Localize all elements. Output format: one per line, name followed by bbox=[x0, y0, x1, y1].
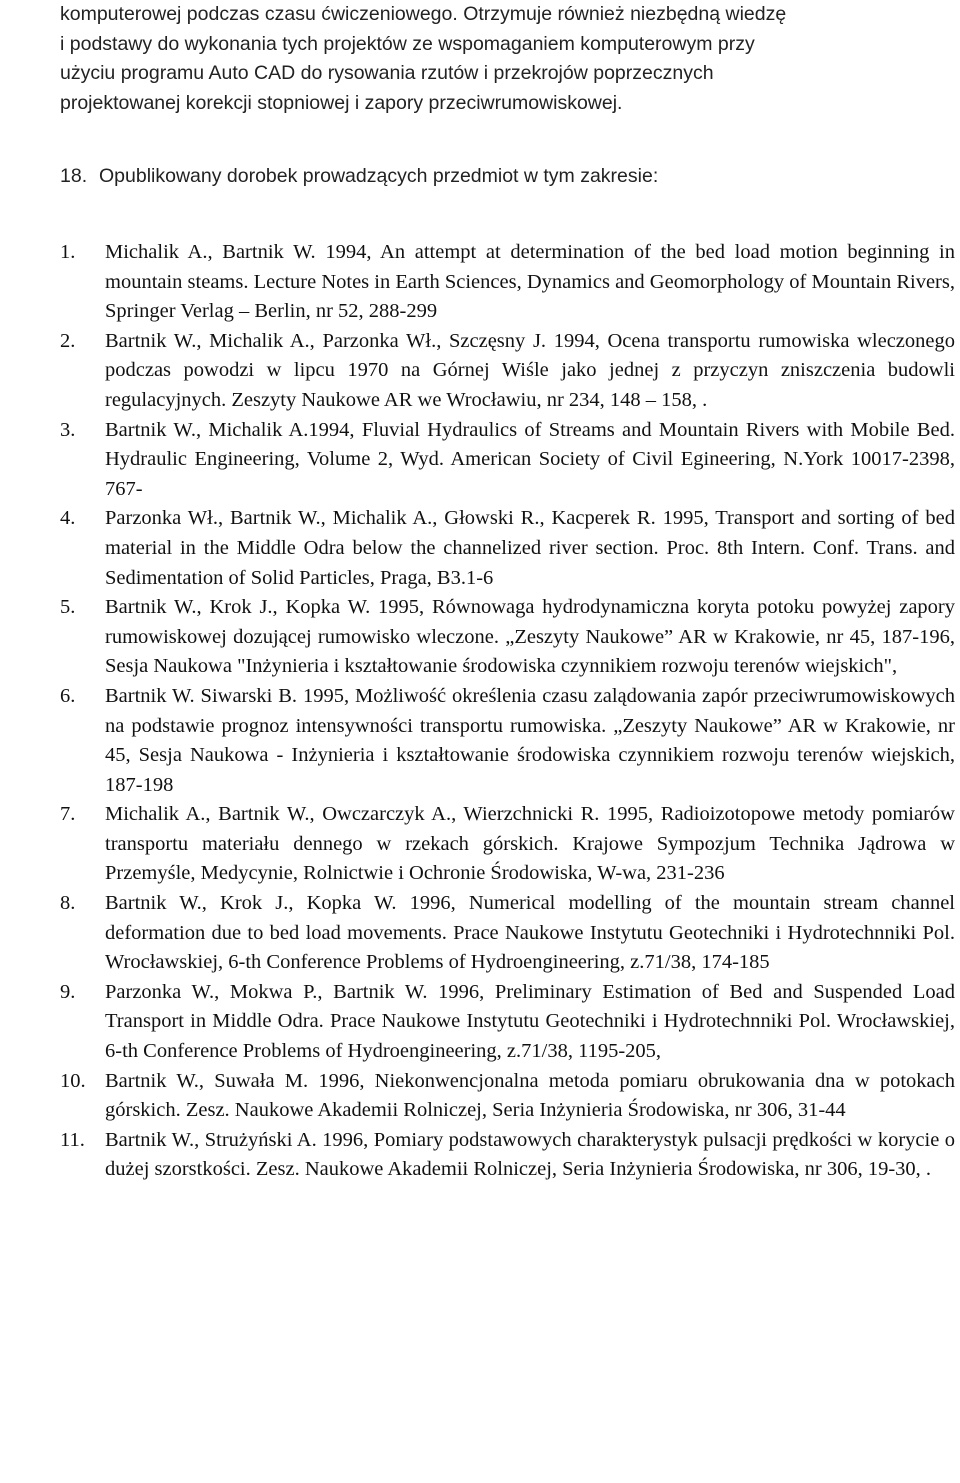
reference-text: Bartnik W., Krok J., Kopka W. 1996, Numerical modelling of the mountain stream channel deformation due to bed load movements. Prace Naukowe Instytutu Geotechniki i Hydrotechnniki Pol. Wrocławskiej, 6-th Conference Problems of Hydroengineering, z.71/38, 174-185 bbox=[105, 892, 955, 974]
reference-number: 10. bbox=[60, 1069, 86, 1092]
section-number: 18. bbox=[60, 165, 88, 187]
intro-line: komputerowej podczas czasu ćwiczeniowego. Otrzymuje również niezbędną wiedzę bbox=[60, 3, 787, 25]
reference-item bbox=[60, 978, 955, 1067]
reference-item bbox=[60, 593, 955, 682]
reference-item bbox=[60, 504, 955, 593]
section-heading bbox=[60, 162, 658, 192]
reference-item bbox=[60, 238, 955, 327]
reference-text: Bartnik W., Suwała M. 1996, Niekonwencjonalna metoda pomiaru obrukowania dna w potokach górskich. Zesz. Naukowe Akademii Rolniczej, Seria Inżynieria Środowiska, nr 306, 31-44 bbox=[105, 1069, 955, 1122]
reference-text: Bartnik W. Siwarski B. 1995, Możliwość określenia czasu zalądowania zapór przeciwrumowiskowych na podstawie prognoz intensywności transportu rumowiska. „Zeszyty Naukowe” AR w Krakowie, nr 45, Sesja Naukowa - Inżynieria i kształtowanie środowiska czynnikiem rozwoju terenów wiejskich, 187-198 bbox=[105, 684, 955, 796]
reference-item bbox=[60, 682, 955, 800]
section-title: Opublikowany dorobek prowadzących przedmiot w tym zakresie: bbox=[99, 165, 659, 187]
reference-number: 9. bbox=[60, 980, 76, 1003]
reference-number: 4. bbox=[60, 507, 76, 530]
intro-line: użyciu programu Auto CAD do rysowania rzutów i przekrojów poprzecznych bbox=[60, 62, 714, 85]
reference-text: Parzonka W., Mokwa P., Bartnik W. 1996, Preliminary Estimation of Bed and Suspended Load Transport in Middle Odra. Prace Naukowe Instytutu Geotechniki i Hydrotechnniki Pol. Wrocławskiej, 6-th Conference Problems of Hydroengineering, z.71/38, 1195-205, bbox=[105, 980, 955, 1063]
intro-paragraph bbox=[60, 0, 955, 118]
reference-item bbox=[60, 800, 955, 889]
reference-number: 8. bbox=[60, 892, 76, 915]
reference-number: 5. bbox=[60, 596, 76, 619]
reference-item bbox=[60, 1126, 955, 1185]
reference-item bbox=[60, 416, 955, 505]
reference-text: Bartnik W., Strużyński A. 1996, Pomiary podstawowych charakterystyk pulsacji prędkości w korycie o dużej szorstkości. Zesz. Naukowe Akademii Rolniczej, Seria Inżynieria Środowiska, nr 306, 19-30, . bbox=[105, 1128, 955, 1181]
reference-number: 6. bbox=[60, 684, 76, 707]
reference-number: 7. bbox=[60, 803, 76, 826]
reference-number: 3. bbox=[60, 418, 76, 441]
reference-text: Michalik A., Bartnik W. 1994, An attempt at determination of the bed load motion beginning in mountain steams. Lecture Notes in Earth Sciences, Dynamics and Geomorphology of Mountain Rivers, Springer Verlag – Berlin, nr 52, 288-299 bbox=[105, 241, 955, 323]
intro-line: i podstawy do wykonania tych projektów ze wspomaganiem komputerowym przy bbox=[60, 32, 755, 55]
reference-item bbox=[60, 1067, 955, 1126]
reference-item bbox=[60, 327, 955, 416]
reference-text: Bartnik W., Michalik A.1994, Fluvial Hydraulics of Streams and Mountain Rivers with Mobile Bed. Hydraulic Engineering, Volume 2, Wyd. American Society of Civil Egineering, N.York 10017-2398, 767- bbox=[105, 418, 955, 500]
reference-number: 11. bbox=[60, 1128, 85, 1151]
reference-number: 1. bbox=[60, 241, 76, 263]
reference-number: 2. bbox=[60, 329, 76, 352]
reference-text: Bartnik W., Krok J., Kopka W. 1995, Równowaga hydrodynamiczna koryta potoku powyżej zapory rumowiskowej dozującej rumowisko wleczone. „Zeszyty Naukowe” AR w Krakowie, nr 45, 187-196, Sesja Naukowa "Inżynieria i kształtowanie środowiska czynnikiem rozwoju terenów wiejskich", bbox=[105, 596, 955, 678]
reference-list bbox=[60, 238, 955, 1185]
reference-text: Parzonka Wł., Bartnik W., Michalik A., Głowski R., Kacperek R. 1995, Transport and sorting of bed material in the Middle Odra below the channelized river section. Proc. 8th Intern. Conf. Trans. and Sedimentation of Solid Particles, Praga, B3.1-6 bbox=[105, 507, 955, 589]
reference-item bbox=[60, 889, 955, 978]
reference-text: Bartnik W., Michalik A., Parzonka Wł., Szczęsny J. 1994, Ocena transportu rumowiska wleczonego podczas powodzi w lipcu 1970 na Górnej Wiśle jako jednej z przyczyn zniszczenia budowli regulacyjnych. Zeszyty Naukowe AR we Wrocławiu, nr 234, 148 – 158, . bbox=[105, 329, 955, 411]
reference-text: Michalik A., Bartnik W., Owczarczyk A., Wierzchnicki R. 1995, Radioizotopowe metody pomiarów transportu materiału dennego w rzekach górskich. Krajowe Sympozjum Technika Jądrowa w Przemyśle, Medycynie, Rolnictwie i Ochronie Środowiska, W-wa, 231-236 bbox=[105, 803, 955, 885]
intro-line: projektowanej korekcji stopniowej i zapory przeciwrumowiskowej. bbox=[60, 91, 623, 114]
